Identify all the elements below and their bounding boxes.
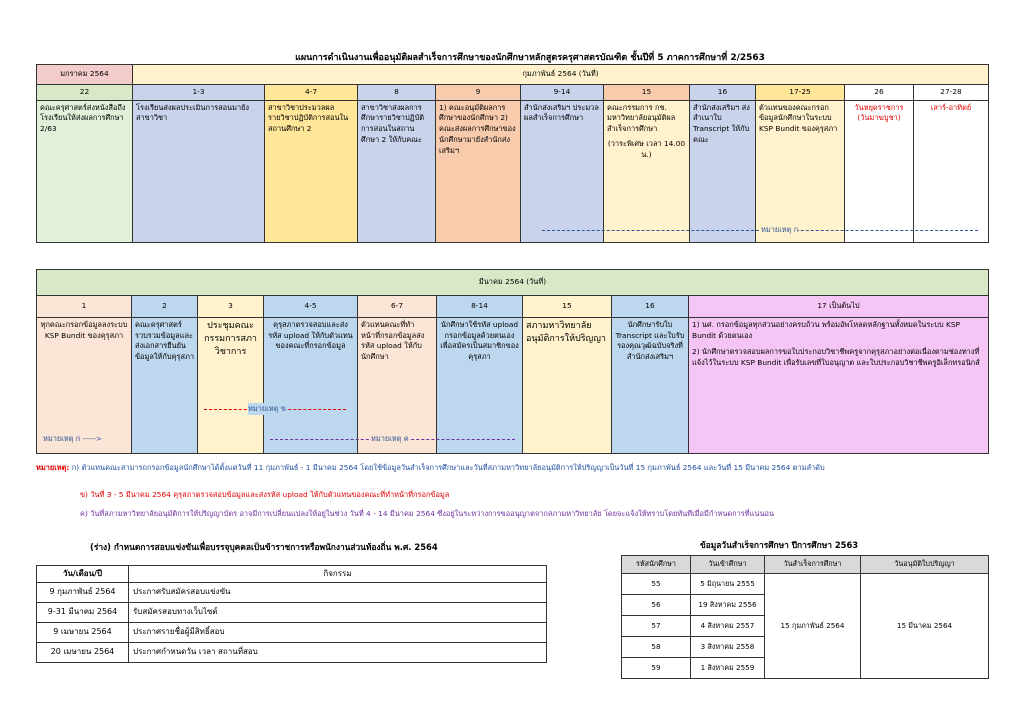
activity-note: (วาระพิเศษ เวลา 14.00 น.) [607,138,686,159]
table-cell: 5 มิถุนายน 2555 [691,574,765,595]
note-a [36,462,996,474]
table-cell: 9 กุมภาพันธ์ 2564 [37,582,129,602]
date-cell: 16 [612,296,689,318]
activity-cell: สาขาวิชาส่งผลการศึกษารายวิชาปฏิบัติการสอนในสถานศึกษา 2 ให้กับคณะ [358,100,436,242]
date-cell: 2 [132,296,198,318]
note-a-label: หมายเหตุ ก [761,225,799,234]
exam-schedule-table [36,565,547,663]
date-cell: 17-25 [756,85,845,101]
graduation-info-title: ข้อมูลวันสำเร็จการศึกษา ปีการศึกษา 2563 [700,540,859,550]
approve-date-cell: 15 มีนาคม 2564 [861,574,989,679]
graduation-info-table [621,555,989,679]
note-a-march-label: หมายเหตุ ก -----> [43,434,103,443]
date-cell: 22 [37,85,133,101]
month-january-header: มกราคม 2564 [37,65,133,85]
date-cell: 1 [37,296,132,318]
note-a-text: ก) ตัวแทนคณะสามารถกรอกข้อมูลนักศึกษาได้ตั้งแต่วันที่ 11 กุมภาพันธ์ - 1 มีนาคม 2564 โดยใช้ข้อมูลวันสำเร็จการศึกษาและวันที่สภามหาวิทยาลัยอนุมัติการให้ปริญญาเป็นวันที่ 15 กุมภาพันธ์ 2564 และวันที่ 15 มีนาคม 2564 ตามลำดับ [71,463,825,472]
activity-cell: นักศึกษาใช้รหัส upload กรอกข้อมูลด้วยตนเอง เพื่อสมัครเป็นสมาชิกของคุรุสภา [437,318,523,454]
column-header: วันเข้าศึกษา [691,556,765,574]
table-cell: 9 เมษายน 2564 [37,622,129,642]
date-cell: 15 [523,296,612,318]
table-cell: รับสมัครสอบทางเว็บไซต์ [129,602,547,622]
date-cell: 9 [436,85,521,101]
activity-cell: คณะครุศาสตร์รวบรวมข้อมูลและส่งเอกสารยืนยันข้อมูลให้กับคุรุสภา [132,318,198,454]
note-c: ค) วันที่สภามหาวิทยาลัยอนุมัติการให้ปริญญาบัตร อาจมีการเปลี่ยนแปลงให้อยู่ในช่วง วันที่ 4 - 14 มีนาคม 2564 ซึ่งอยู่ในระหว่างการขออนุญาตจากสภามหาวิทยาลัย โดยจะแจ้งให้ทราบโดยทันทีเมื่อมีกำหนดการที่แน่นอน [80,509,775,518]
activity-cell [604,100,690,242]
table-cell: 9-31 มีนาคม 2564 [37,602,129,622]
date-cell: 1-3 [133,85,265,101]
date-cell: 8 [358,85,436,101]
note-b: ข) วันที่ 3 - 5 มีนาคม 2564 คุรุสภาตรวจสอบข้อมูลและส่งรหัส upload ให้กับตัวแทนของคณะที่ทำหน้าที่กรอกข้อมูล [80,490,450,499]
table-cell: 59 [622,658,691,679]
date-cell: 6-7 [358,296,437,318]
page-title: แผนการดำเนินงานเพื่ออนุมัติผลสำเร็จการศึกษาของนักศึกษาหลักสูตรครุศาสตรบัณฑิต ชั้นปีที่ 5 ภาคการศึกษาที่ 2/2563 [295,53,765,63]
date-cell: 3 [198,296,264,318]
column-header: รหัสนักศึกษา [622,556,691,574]
column-header: วันสำเร็จการศึกษา [765,556,861,574]
activity-text: 2) นักศึกษาตรวจสอบผลการขอใบประกอบวิชาชีพครูจากคุรุสภาอย่างต่อเนื่องตามช่องทางที่แจ้งไว้ในระบบ KSP Bundit เพื่อรับเลขที่ใบอนุญาต และใบประกอบวิชาชีพครูอิเล็กทรอนิกส์ [692,347,980,368]
month-february-header: กุมภาพันธ์ 2564 (วันที่) [133,65,989,85]
table-cell: ประกาศกำหนดวัน เวลา สถานที่สอบ [129,642,547,662]
activity-cell: สำนักส่งเสริมฯ ประมวลผลสำเร็จการศึกษา [521,100,604,242]
activity-cell: ทุกคณะกรอกข้อมูลลงระบบ KSP Bundit ของคุรุสภา [37,318,132,454]
activity-text: 1) นศ. กรอกข้อมูลทุกส่วนอย่างครบถ้วน พร้อมอัพโหลดหลักฐานทั้งหมดในระบบ KSP Bundit ด้วยตนเอง [692,320,960,340]
month-march-header: มีนาคม 2564 (วันที่) [37,270,989,296]
table-cell: 1 สิงหาคม 2559 [691,658,765,679]
schedule-table-march [36,269,989,454]
note-a-arrow [542,230,978,231]
exam-schedule-title: (ร่าง) กำหนดการสอบแข่งขันเพื่อบรรจุบุคคลเป็นข้าราชการหรือพนักงานส่วนท้องถิ่น พ.ศ. 2564 [90,542,438,552]
activity-cell [689,318,989,454]
date-cell: 17 เป็นต้นไป [689,296,989,318]
holiday-cell: วันหยุดราชการ (วันมาฆบูชา) [845,100,914,242]
column-header: วัน/เดือน/ปี [37,566,129,583]
table-cell: 58 [622,637,691,658]
activity-cell: ประชุมคณะกรรมการสภาวิชาการ [198,318,264,454]
activity-cell: 1) คณะอนุมัติผลการศึกษาของนักศึกษา 2) คณะส่งผลการศึกษาของนักศึกษามายังสำนักส่งเสริมฯ [436,100,521,242]
table-cell: 57 [622,616,691,637]
note-label: หมายเหตุ: [36,463,70,472]
activity-cell: สาขาวิชาประมวลผลรายวิชาปฏิบัติการสอนในสถานศึกษา 2 [265,100,358,242]
activity-cell: คณะครุศาสตร์ส่งหนังสือถึงโรงเรียนให้ส่งผลการศึกษา 2/63 [37,100,133,242]
activity-cell: คุรุสภาตรวจสอบและส่งรหัส upload ให้กับตัวแทนของคณะที่กรอกข้อมูล [264,318,358,454]
table-cell: 55 [622,574,691,595]
table-cell: 20 เมษายน 2564 [37,642,129,662]
table-cell: 19 สิงหาคม 2556 [691,595,765,616]
note-b-label: หมายเหตุ ข [248,404,286,413]
weekend-cell: เสาร์-อาทิตย์ [914,100,989,242]
note-c-label: หมายเหตุ ค [371,434,409,443]
column-header: วันอนุมัติใบปริญญา [861,556,989,574]
date-cell: 27-28 [914,85,989,101]
date-cell: 4-7 [265,85,358,101]
table-cell: ประกาศรับสมัครสอบแข่งขัน [129,582,547,602]
schedule-table-jan-feb [36,64,989,243]
table-cell: ประกาศรายชื่อผู้มีสิทธิ์สอบ [129,622,547,642]
grad-date-cell: 15 กุมภาพันธ์ 2564 [765,574,861,679]
table-cell: 56 [622,595,691,616]
date-cell: 26 [845,85,914,101]
table-cell: 3 สิงหาคม 2558 [691,637,765,658]
date-cell: 15 [604,85,690,101]
table-cell: 4 สิงหาคม 2557 [691,616,765,637]
activity-cell: ตัวแทนของคณะกรอกข้อมูลนักศึกษาในระบบ KSP Bundit ของคุรุสภา [756,100,845,242]
date-cell: 9-14 [521,85,604,101]
activity-cell: สำนักส่งเสริมฯ ส่งสำเนาใบ Transcript ให้กับคณะ [690,100,756,242]
column-header: กิจกรรม [129,566,547,583]
date-cell: 16 [690,85,756,101]
activity-cell: สภามหาวิทยาลัยอนุมัติการให้ปริญญา [523,318,612,454]
date-cell: 8-14 [437,296,523,318]
activity-cell: โรงเรียนส่งผลประเมินการสอนมายังสาขาวิชา [133,100,265,242]
activity-text: คณะกรรมการ กช. มหาวิทยาลัยอนุมัติผลสำเร็จการศึกษา [607,102,676,134]
date-cell: 4-5 [264,296,358,318]
activity-cell: นักศึกษารับใบ Transcript และใบรับรองคุณวุฒิฉบับจริงที่สำนักส่งเสริมฯ [612,318,689,454]
activity-cell: ตัวแทนคณะที่ทำหน้าที่กรอกข้อมูลส่งรหัส upload ให้กับนักศึกษา [358,318,437,454]
